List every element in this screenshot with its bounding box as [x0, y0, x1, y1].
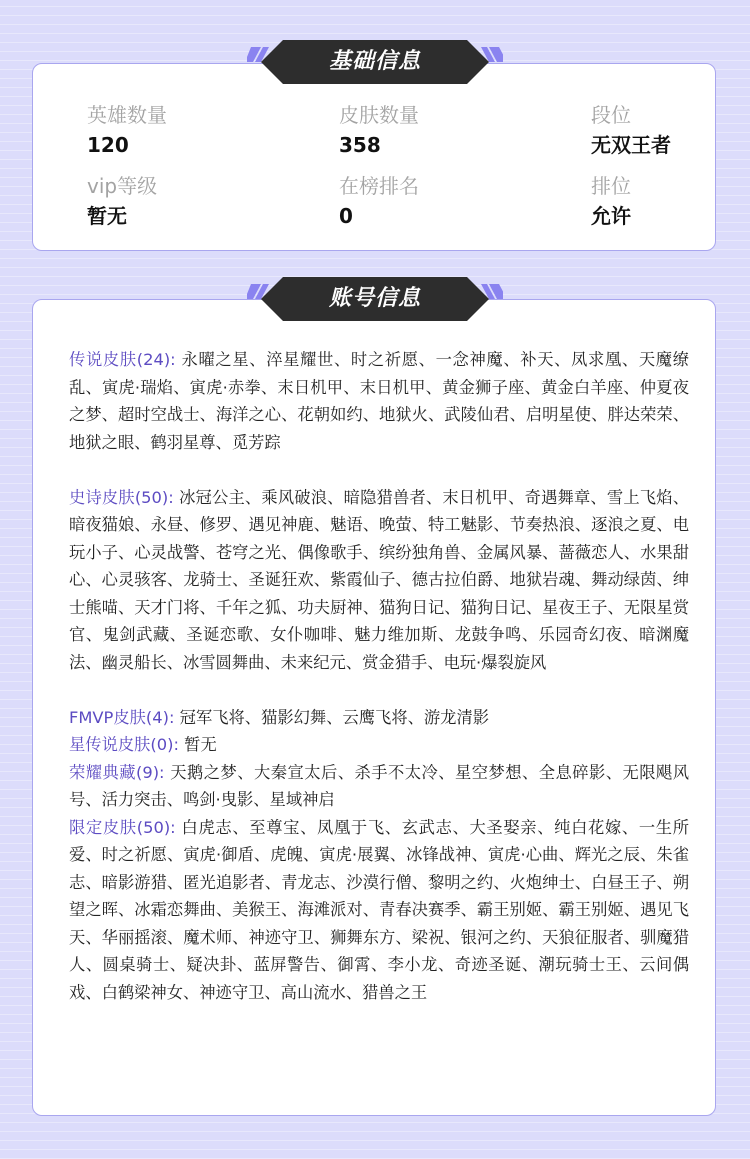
basic-info-banner [247, 38, 503, 86]
skin-section-fmvp [69, 704, 689, 732]
account-info-title: 账号信息 [328, 286, 421, 311]
info-value: 0 [339, 204, 353, 228]
skin-section-star-legend [69, 731, 689, 759]
info-value: 无双王者 [591, 133, 671, 157]
skin-category-label: 星传说皮肤(0): [69, 735, 179, 754]
info-skin-count [339, 102, 539, 158]
skin-category-label: 荣耀典藏(9): [69, 762, 165, 782]
skin-category-label: FMVP皮肤(4): [69, 707, 175, 727]
info-label: 排位 [591, 174, 631, 198]
skin-names: 暂无 [184, 735, 217, 754]
basic-info-card [32, 63, 716, 251]
info-label: 英雄数量 [87, 103, 167, 127]
info-label: 皮肤数量 [339, 103, 419, 127]
account-info-banner [247, 275, 503, 323]
skin-names: 白虎志、至尊宝、凤凰于飞、玄武志、大圣娶亲、纯白花嫁、一生所爱、时之祈愿、寅虎·御盾、虎魄、寅虎·展翼、冰锋战神、寅虎·心曲、辉光之辰、朱雀志、暗影游猎、匿光追影者、青龙志、沙漠行僧、黎明之约、火炮绅士、白昼王子、朔望之晖、冰霜恋舞曲、美猴王、海滩派对、青春决赛季、霸王别姬、霸王别姬、遇见飞天、华丽摇滚、魔术师、神迹守卫、狮舞东方、梁祝、银河之约、天狼征服者、驯魔猎人、圆桌骑士、疑决卦、蓝屏警告、御霄、李小龙、奇迹圣诞、潮玩骑士王、云间偶戏、白鹤梁神女、神迹守卫、高山流水、猎兽之王 [69, 817, 689, 1002]
info-label: 在榜排名 [339, 174, 419, 198]
info-hero-count [87, 102, 287, 158]
skin-section-limited [69, 814, 689, 1007]
info-vip-level [87, 173, 287, 229]
info-value: 358 [339, 133, 381, 157]
account-info-card [32, 299, 716, 1116]
basic-info-title: 基础信息 [328, 49, 421, 74]
info-value: 120 [87, 133, 129, 157]
skin-section-glory-collection [69, 759, 689, 814]
info-value: 允许 [591, 204, 631, 228]
info-leaderboard-rank [339, 173, 539, 229]
account-skin-list [69, 346, 689, 1006]
info-label: vip等级 [87, 174, 158, 198]
info-rank-tier [591, 102, 750, 158]
skin-category-label: 限定皮肤(50): [69, 817, 176, 837]
skin-names: 冰冠公主、乘风破浪、暗隐猎兽者、末日机甲、奇遇舞章、雪上飞焰、暗夜猫娘、永昼、修罗、遇见神鹿、魅语、晚萤、特工魅影、节奏热浪、逐浪之夏、电玩小子、心灵战警、苍穹之光、偶像歌手、缤纷独角兽、金属风暴、蔷薇恋人、水果甜心、心灵骇客、龙骑士、圣诞狂欢、紫霞仙子、德古拉伯爵、地狱岩魂、舞动绿茵、绅士熊喵、天才门将、千年之狐、功夫厨神、猫狗日记、猫狗日记、星夜王子、无限星赏官、鬼剑武藏、圣诞恋歌、女仆咖啡、魅力维加斯、龙鼓争鸣、乐园奇幻夜、暗渊魔法、幽灵船长、冰雪圆舞曲、未来纪元、赏金猎手、电玩·爆裂旋风 [69, 487, 689, 672]
skin-section-epic [69, 484, 689, 677]
skin-names: 永曜之星、淬星耀世、时之祈愿、一念神魔、补天、凤求凰、天魔缭乱、寅虎·瑞焰、寅虎·赤拳、末日机甲、末日机甲、黄金狮子座、黄金白羊座、仲夏夜之梦、超时空战士、海洋之心、花朝如约、地狱火、武陵仙君、启明星使、胖达荣荣、地狱之眼、鹤羽星尊、觅芳踪 [69, 350, 689, 452]
skin-names: 冠军飞将、猫影幻舞、云鹰飞将、游龙清影 [179, 707, 490, 727]
skin-category-label: 传说皮肤(24): [69, 350, 176, 369]
info-label: 段位 [591, 103, 631, 127]
info-ranked-allowed [591, 173, 750, 229]
skin-names: 天鹅之梦、大秦宣太后、杀手不太冷、星空梦想、全息碎影、无限飓风号、活力突击、鸣剑·曳影、星域神启 [69, 762, 689, 809]
info-value: 暂无 [87, 204, 127, 228]
skin-section-legend [69, 346, 689, 456]
skin-category-label: 史诗皮肤(50): [69, 487, 174, 507]
